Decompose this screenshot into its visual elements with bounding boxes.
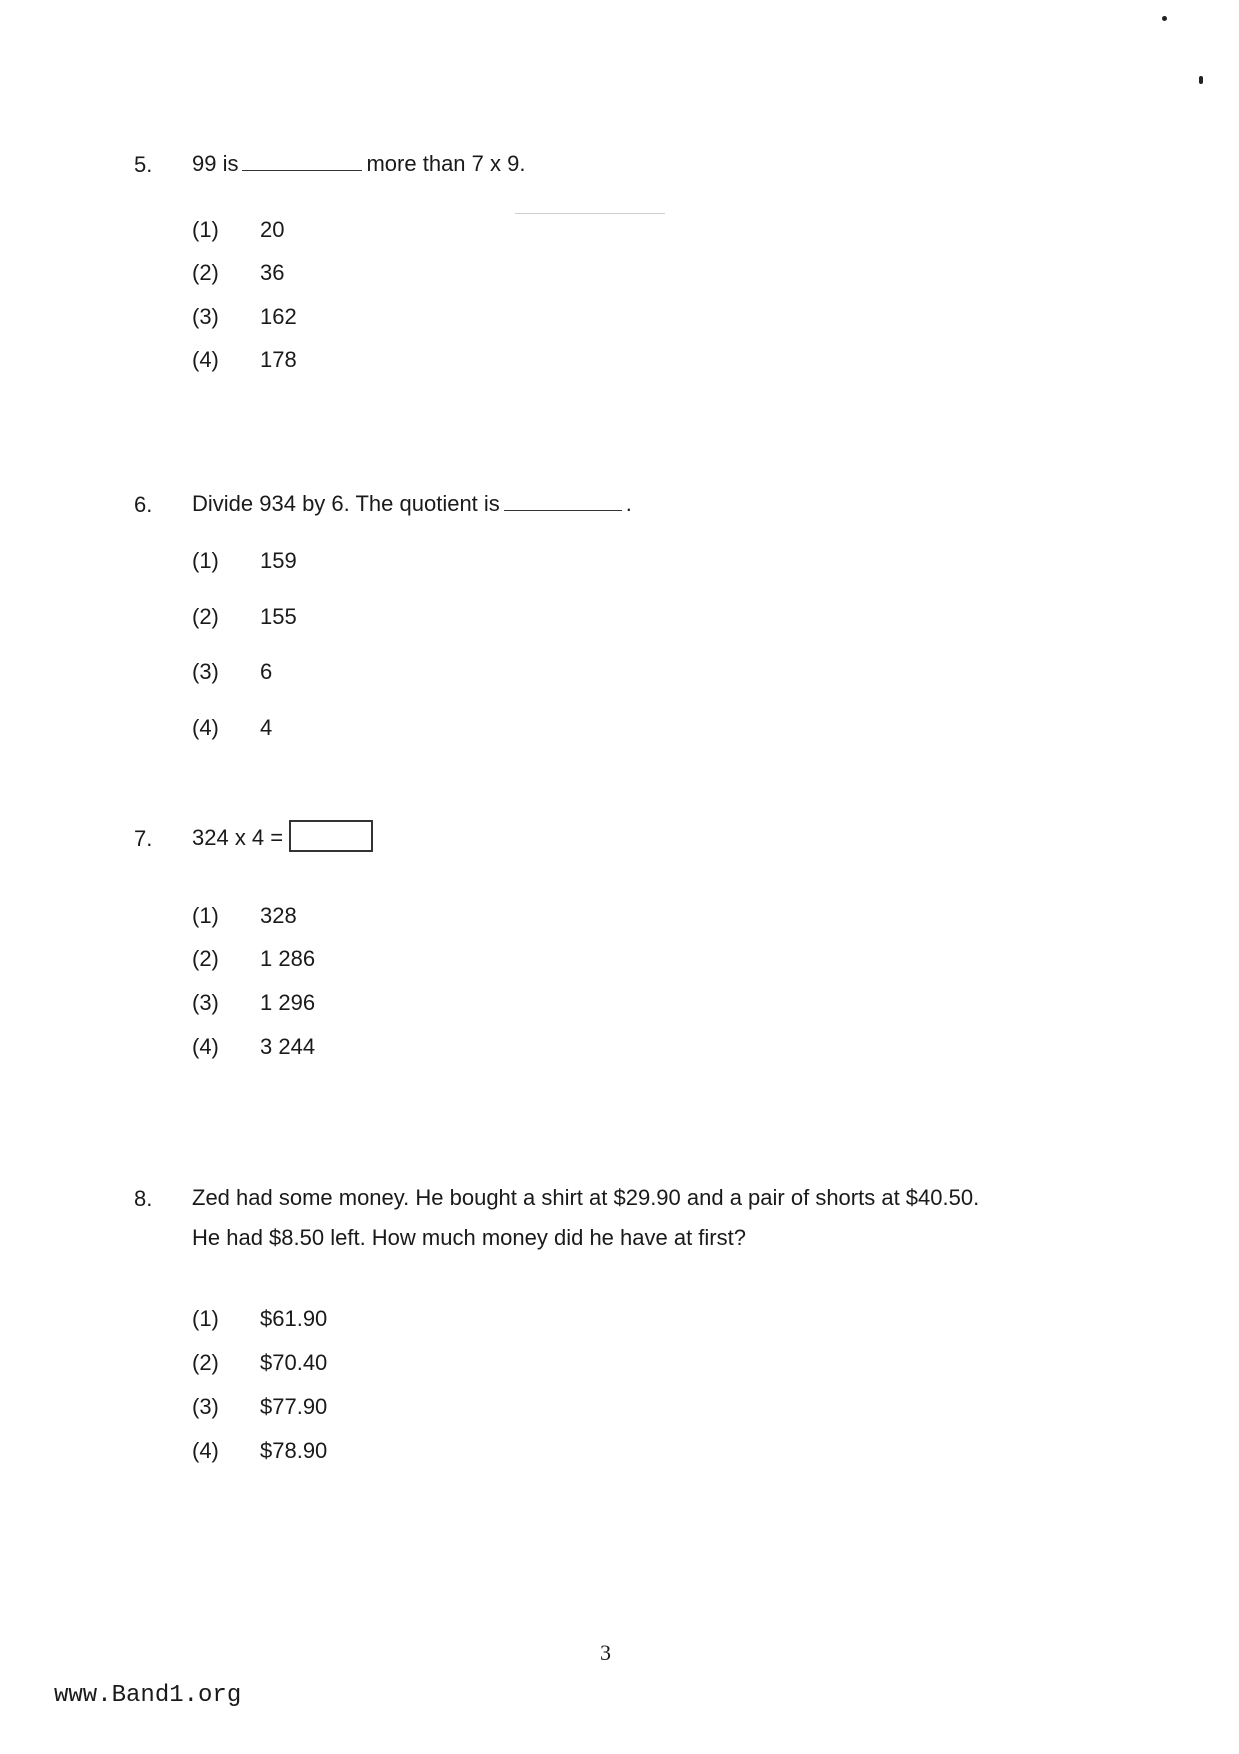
- option-label: (2): [192, 260, 219, 285]
- option: [192, 715, 272, 741]
- option-value: 3 244: [260, 1034, 316, 1059]
- option-label: (3): [192, 1394, 219, 1419]
- option: [192, 1394, 327, 1420]
- option: [192, 1034, 315, 1060]
- option-label: (3): [192, 659, 219, 684]
- option-label: (2): [192, 604, 219, 629]
- question-text-after: more than 7 x 9.: [366, 151, 526, 176]
- question-number: 6.: [134, 492, 153, 517]
- footer-url: www.Band1.org: [54, 1682, 242, 1709]
- option: [192, 659, 272, 685]
- answer-blank: [504, 492, 622, 511]
- question-text-before: Divide 934 by 6. The quotient is: [192, 491, 500, 516]
- option: [192, 903, 297, 929]
- option: [192, 548, 297, 574]
- option-label: (4): [192, 1034, 219, 1059]
- option: [192, 1438, 327, 1464]
- answer-box: [289, 820, 373, 852]
- option: [192, 347, 297, 373]
- option-value: $77.90: [260, 1394, 328, 1419]
- question-text: [192, 1178, 979, 1258]
- option-value: 155: [260, 604, 297, 629]
- option-value: $61.90: [260, 1306, 328, 1331]
- question-number: 7.: [134, 826, 153, 851]
- option-value: $70.40: [260, 1350, 328, 1375]
- option: [192, 304, 297, 330]
- option: [192, 260, 284, 286]
- option: [192, 1306, 327, 1332]
- option-value: 20: [260, 217, 285, 242]
- option-label: (4): [192, 715, 219, 740]
- scan-artifact: [515, 213, 665, 214]
- question-text-line-1: Zed had some money. He bought a shirt at $29.90 and a pair of shorts at $40.50.: [192, 1185, 980, 1210]
- option-label: (4): [192, 347, 219, 372]
- question-number: 5.: [134, 152, 153, 177]
- option-value: 159: [260, 548, 297, 573]
- option-value: 162: [260, 304, 297, 329]
- option-label: (1): [192, 548, 219, 573]
- question-number: 8.: [134, 1186, 153, 1211]
- option: [192, 946, 315, 972]
- option: [192, 990, 315, 1016]
- option-value: $78.90: [260, 1438, 328, 1463]
- page-number: 3: [600, 1640, 611, 1665]
- option-label: (2): [192, 1350, 219, 1375]
- option-label: (2): [192, 946, 219, 971]
- option-value: 36: [260, 260, 285, 285]
- option-label: (1): [192, 217, 219, 242]
- option-label: (3): [192, 990, 219, 1015]
- scan-speck: [1199, 76, 1203, 84]
- question-text: [192, 818, 373, 858]
- option: [192, 604, 297, 630]
- option-value: 1 296: [260, 990, 316, 1015]
- answer-blank: [242, 152, 362, 171]
- option-value: 178: [260, 347, 297, 372]
- question-text-after: .: [625, 491, 632, 516]
- option-label: (4): [192, 1438, 219, 1463]
- option-label: (1): [192, 903, 219, 928]
- option-value: 328: [260, 903, 297, 928]
- option-value: 4: [260, 715, 273, 740]
- question-text-line-2: He had $8.50 left. How much money did he have at first?: [192, 1225, 746, 1250]
- option: [192, 1350, 327, 1376]
- scan-speck: [1162, 16, 1167, 21]
- question-text-before: 99 is: [192, 151, 239, 176]
- option-value: 1 286: [260, 946, 316, 971]
- question-text-before: 324 x 4 =: [192, 825, 284, 850]
- question-text: [192, 484, 632, 524]
- question-text: [192, 144, 525, 184]
- option-label: (3): [192, 304, 219, 329]
- option-label: (1): [192, 1306, 219, 1331]
- option-value: 6: [260, 659, 273, 684]
- option: [192, 217, 284, 243]
